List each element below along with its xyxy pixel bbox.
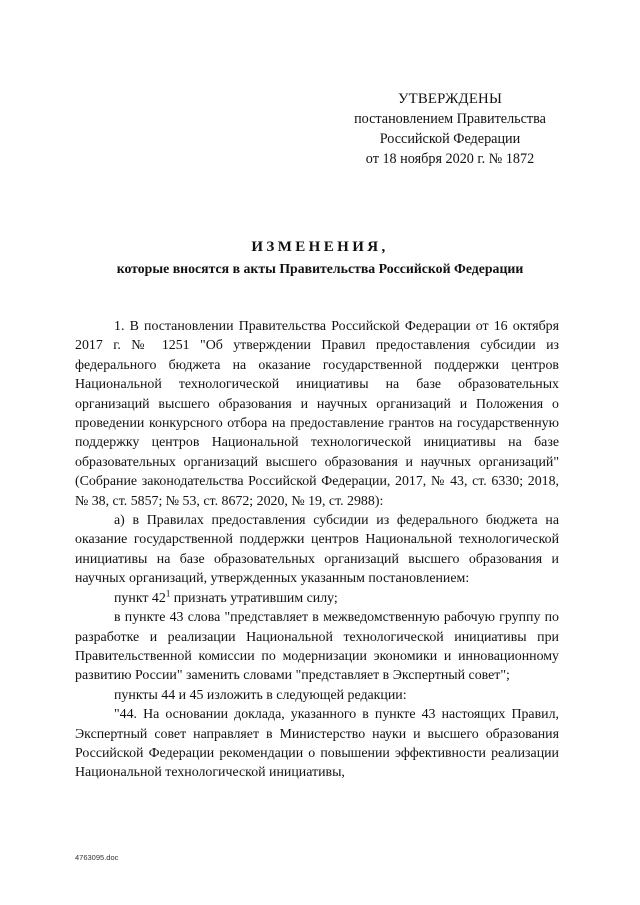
paragraph-6: "44. На основании доклада, указанного в пункте 43 настоящих Правил, Экспертный совет направляет в Министерство науки и высшего образования Российской Федерации рекомендации о повышении эффективности реализации Национальной технологической инициативы, xyxy=(75,707,559,781)
paragraph-5: пункты 44 и 45 изложить в следующей редакции: xyxy=(114,687,407,703)
paragraph-3-start: пункт 42 xyxy=(114,590,166,606)
approval-stamp xyxy=(330,89,570,169)
footer-filename: 4763095.doc xyxy=(75,853,119,862)
document-title: ИЗМЕНЕНИЯ, xyxy=(251,239,389,255)
paragraph-2: а) в Правилах предоставления субсидии из федерального бюджета на оказание государственной поддержки центров Национальной технологической инициативы на базе образовательных организаций высшего образования и научных организаций, утвержденных указанным постановлением: xyxy=(75,513,559,587)
paragraph-1: 1. В постановлении Правительства Российской Федерации от 16 октября 2017 г. № 1251 "Об утверждении Правил предоставления субсидии из федерального бюджета на оказание государственной поддержки центров Национальной технологической инициативы на базе образовательных организаций высшего образования и научных организаций и Положения о проведении конкурсного отбора на предоставление грантов на государственную поддержку центров Национальной технологической инициативы на базе образовательных организаций высшего образования и научных организаций" (Собрание законодательства Российской Федерации, 2017, № 43, ст. 6330; 2018, № 38, ст. 5857; № 53, ст. 8672; 2020, № 19, ст. 2988): xyxy=(75,319,559,509)
document-subtitle: которые вносятся в акты Правительства Российской Федерации xyxy=(116,261,524,276)
paragraph-4: в пункте 43 слова "представляет в межведомственную рабочую группу по разработке и реализации Национальной технологической инициативы при Правительственной комиссии по модернизации экономики и инновационному развитию России" заменить словами "представляет в Экспертный совет"; xyxy=(75,610,559,684)
approval-line-federation: Российской Федерации xyxy=(379,131,521,147)
paragraph-3-superscript: 1 xyxy=(165,588,171,599)
approval-heading: УТВЕРЖДЕНЫ xyxy=(397,91,503,107)
approval-line-date-number: от 18 ноября 2020 г. № 1872 xyxy=(365,151,535,167)
document-body xyxy=(75,317,559,783)
paragraph-3 xyxy=(75,589,559,608)
approval-line-decree: постановлением Правительства xyxy=(354,111,546,127)
paragraph-3-end: признать утратившим силу; xyxy=(170,590,338,606)
